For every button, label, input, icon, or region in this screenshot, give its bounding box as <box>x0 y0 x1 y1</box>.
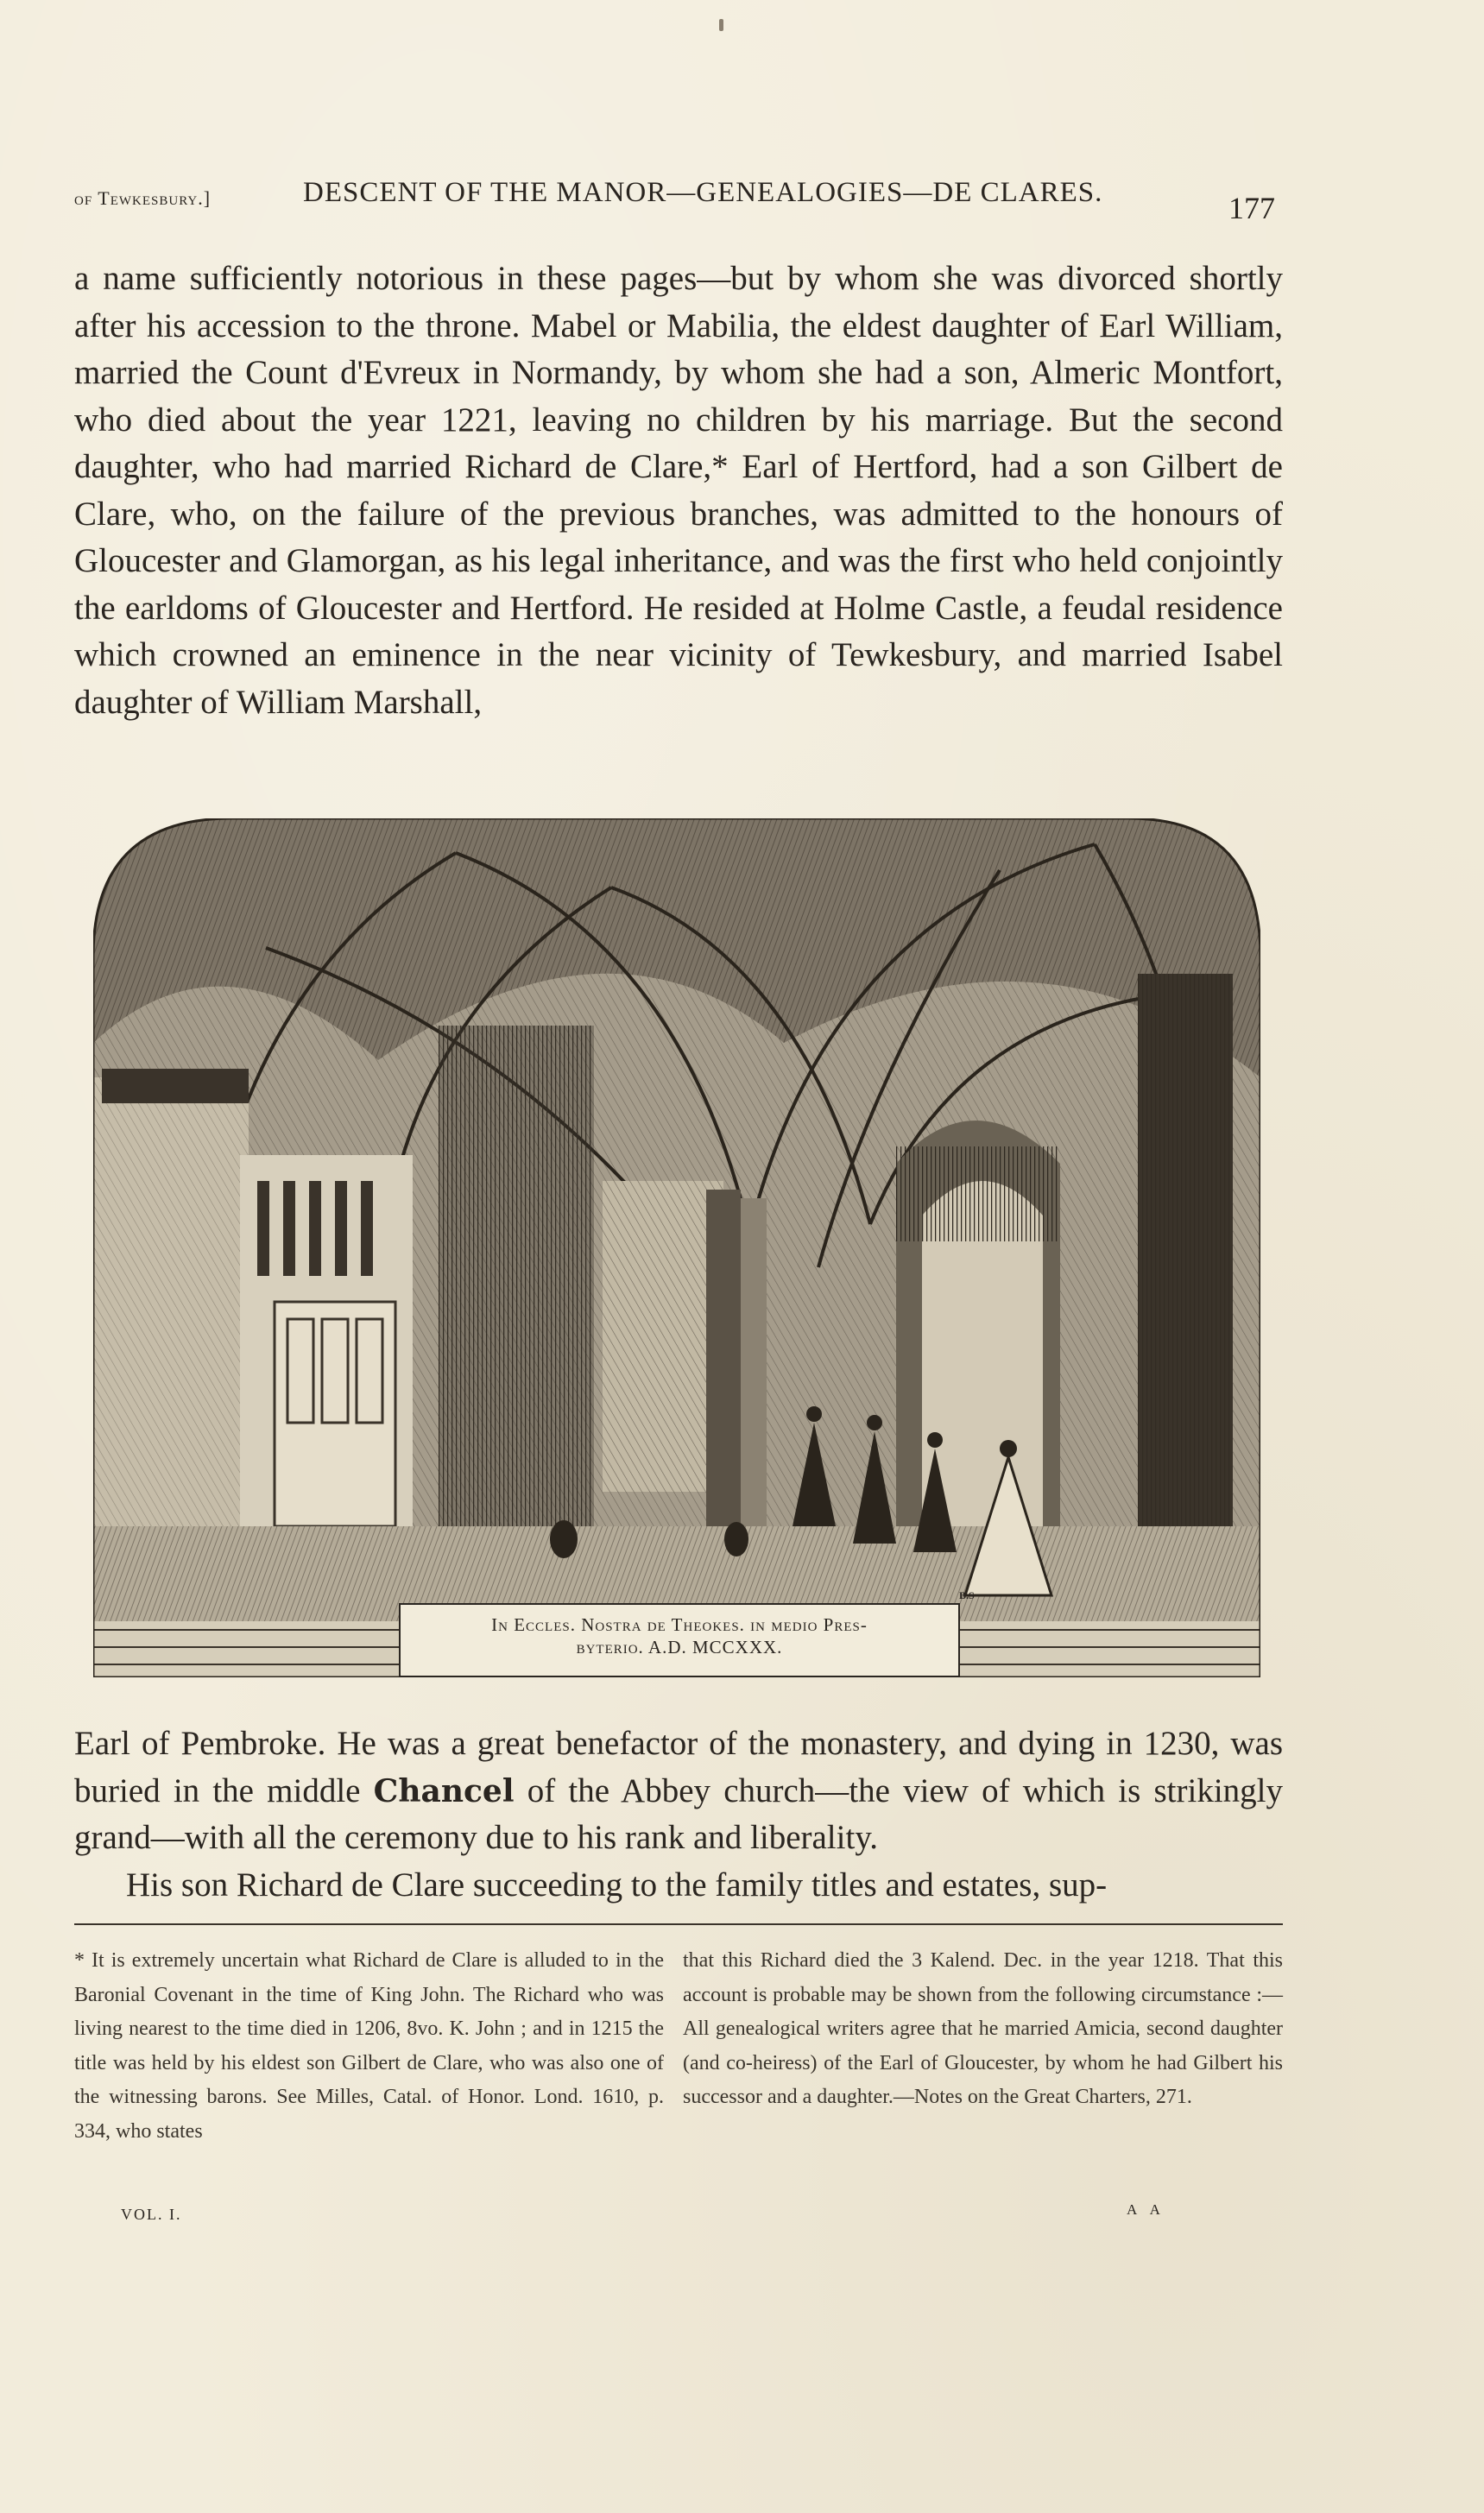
running-head <box>74 177 1283 220</box>
running-head-title: DESCENT OF THE MANOR—GENEALOGIES—DE CLARES. <box>303 177 1103 208</box>
paragraph-2-start: Earl of Pembroke. He was a great benefactor of the monastery, and dying in 1230, was buried in the middle <box>74 1725 1283 1809</box>
gathering-signature: A A <box>1127 2201 1165 2218</box>
footnote-right-text: that this Richard died the 3 Kalend. Dec. in the year 1218. That this account is probable may be shown from the following circumstance :—All genealogical writers agree that he married Amicia, second daughter (and co-heiress) of the Earl of Gloucester, by whom he had Gilbert his successor and a daughter.—Notes on the Great Charters, 271. <box>683 1949 1283 2108</box>
chancel-blackletter: Chancel <box>373 1772 515 1809</box>
chancel-engraving <box>93 818 1260 1677</box>
paragraph-2-block <box>74 1721 1283 1909</box>
caption-line-1: In Eccles. Nostra de Theokes. in medio Pres- <box>491 1614 868 1635</box>
paragraph-2-end: of the Abbey church—the view of which is strikingly grand—with all the ceremony due to his rank and liberality. <box>74 1771 1283 1856</box>
engraving-illustration <box>93 818 1260 1677</box>
ink-speck <box>719 19 723 31</box>
caption-line-2: byterio. A.D. MCCXXX. <box>576 1637 783 1657</box>
paragraph-3: His son Richard de Clare succeeding to the family titles and estates, sup- <box>126 1866 1108 1904</box>
footnote-left-text: * It is extremely uncertain what Richard de Clare is alluded to in the Baronial Covenant in the time of King John. The Richard who was living nearest to the time died in 1206, 8vo. K. John ; and in 1215 the title was held by his eldest son Gilbert de Clare, who was also one of the witnessing barons. See Milles, Catal. of Honor. Lond. 1610, p. 334, who states <box>74 1949 664 2143</box>
footnote-right-column <box>683 1944 1283 2115</box>
engraver-mark: B.S <box>959 1589 975 1601</box>
running-head-left: of Tewkesbury.] <box>74 187 212 209</box>
footnotes <box>74 1944 1283 2194</box>
paragraph-2 <box>74 1721 1283 1862</box>
footnote-left-column <box>74 1944 664 2149</box>
paragraph-1: a name sufficiently notorious in these pages—but by whom she was divorced shortly after his accession to the throne. Mabel or Mabilia, the eldest daughter of Earl William, married the Count d'Evreux in Normandy, by whom she had a son, Almeric Montfort, who died about the year 1221, leaving no children by his marriage. But the second daughter, who had married Richard de Clare,* Earl of Hertford, had a son Gilbert de Clare, who, on the failure of the previous branches, was admitted to the honours of Gloucester and Glamorgan, as his legal inheritance, and was the first who held conjointly the earldoms of Gloucester and Hertford. He resided at Holme Castle, a feudal residence which crowned an eminence in the near vicinity of Tewkesbury, and married Isabel daughter of William Marshall, <box>74 260 1283 721</box>
volume-signature: VOL. I. <box>121 2206 182 2223</box>
page-number: 177 <box>1228 191 1275 225</box>
footnote-rule <box>74 1923 1283 1925</box>
figure-caption <box>399 1603 960 1677</box>
